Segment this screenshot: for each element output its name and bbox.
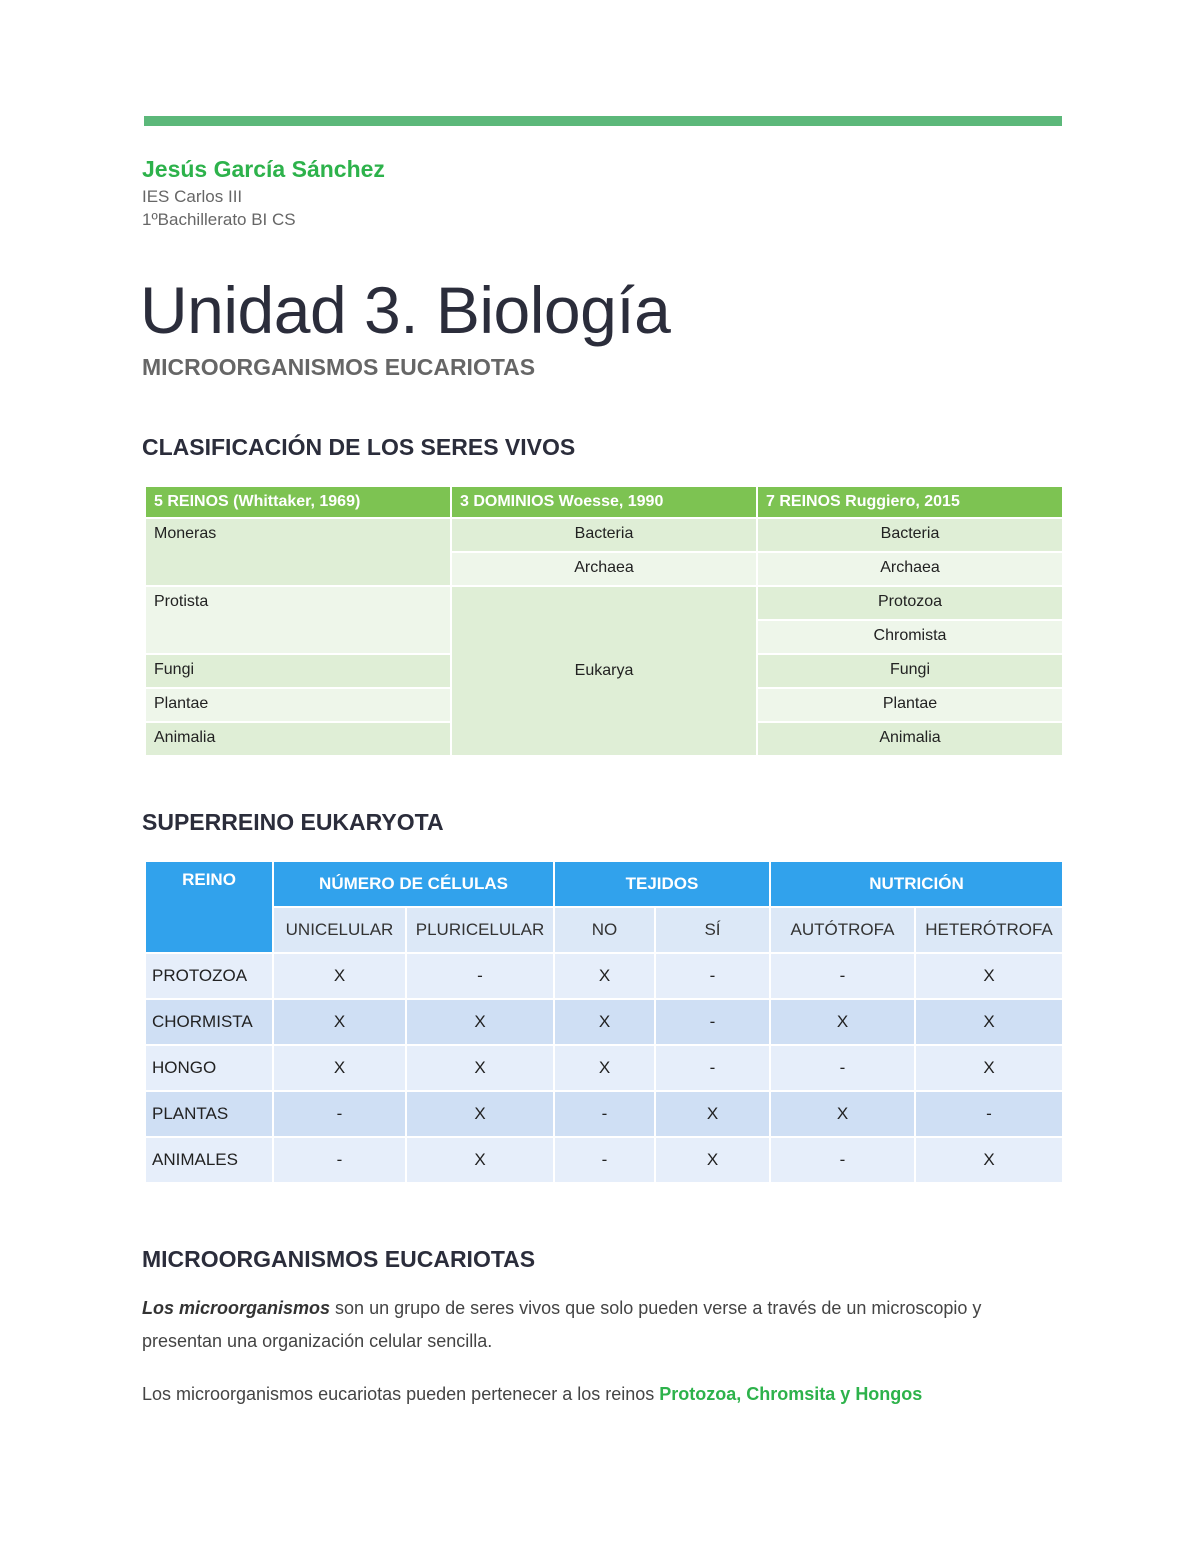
- table-header-cell: REINO: [145, 861, 273, 953]
- table-header-cell: NUTRICIÓN: [770, 861, 1063, 907]
- table-subheader-cell: SÍ: [655, 907, 770, 953]
- table-header-cell: 5 REINOS (Whittaker, 1969): [145, 486, 451, 518]
- table-row: [145, 586, 1063, 620]
- table-subheader-cell: HETERÓTROFA: [915, 907, 1063, 953]
- table-header-cell: TEJIDOS: [554, 861, 770, 907]
- eukaryota-table: [144, 860, 1064, 1184]
- table-cell: X: [554, 1045, 655, 1091]
- table-row: [145, 1091, 1063, 1137]
- table-cell: Plantae: [757, 688, 1063, 722]
- table-cell: Chromista: [757, 620, 1063, 654]
- table-row: [145, 1045, 1063, 1091]
- table-cell: Protista: [145, 586, 451, 654]
- table-subheader-cell: PLURICELULAR: [406, 907, 554, 953]
- table-cell: -: [770, 953, 915, 999]
- table-header-cell: NÚMERO DE CÉLULAS: [273, 861, 554, 907]
- table-cell: -: [770, 1137, 915, 1183]
- table-cell: Bacteria: [451, 518, 757, 552]
- table-cell: -: [915, 1091, 1063, 1137]
- table-cell: -: [770, 1045, 915, 1091]
- paragraph-text: Los microorganismos eucariotas pueden pertenecer a los reinos: [142, 1384, 660, 1404]
- table-cell: Eukarya: [451, 586, 757, 756]
- table-cell: X: [554, 953, 655, 999]
- section-heading-eukaryota: SUPERREINO EUKARYOTA: [142, 809, 444, 835]
- table-subheader-row: [145, 907, 1063, 953]
- table-cell: X: [406, 1137, 554, 1183]
- table-cell: -: [655, 999, 770, 1045]
- paragraph-kingdoms: [142, 1378, 1062, 1411]
- table-cell: X: [554, 999, 655, 1045]
- table-subheader-cell: NO: [554, 907, 655, 953]
- table-cell: X: [406, 1045, 554, 1091]
- table-cell: Protozoa: [757, 586, 1063, 620]
- table-cell: X: [655, 1091, 770, 1137]
- table-row: [145, 953, 1063, 999]
- row-name-cell: CHORMISTA: [145, 999, 273, 1045]
- page-subtitle: MICROORGANISMOS EUCARIOTAS: [142, 354, 536, 380]
- table-cell: Plantae: [145, 688, 451, 722]
- paragraph-highlight: Protozoa, Chromsita y Hongos: [659, 1384, 923, 1404]
- table-cell: X: [915, 999, 1063, 1045]
- row-name-cell: PROTOZOA: [145, 953, 273, 999]
- table-cell: Animalia: [757, 722, 1063, 756]
- table-header-cell: 3 DOMINIOS Woesse, 1990: [451, 486, 757, 518]
- school-name: IES Carlos III: [142, 187, 243, 206]
- table-subheader-cell: UNICELULAR: [273, 907, 406, 953]
- table-cell: Bacteria: [757, 518, 1063, 552]
- table-cell: Archaea: [757, 552, 1063, 586]
- paragraph-emphasis: Los microorganismos: [142, 1298, 331, 1318]
- table-cell: X: [273, 1045, 406, 1091]
- table-cell: -: [273, 1137, 406, 1183]
- table-cell: X: [406, 1091, 554, 1137]
- table-header-cell: 7 REINOS Ruggiero, 2015: [757, 486, 1063, 518]
- table-header-row: [145, 486, 1063, 518]
- table-row: [145, 1137, 1063, 1183]
- table-subheader-cell: AUTÓTROFA: [770, 907, 915, 953]
- table-cell: Moneras: [145, 518, 451, 586]
- page-title: Unidad 3. Biología: [140, 273, 671, 347]
- table-cell: -: [273, 1091, 406, 1137]
- course-name: 1ºBachillerato BI CS: [142, 210, 296, 229]
- table-cell: X: [915, 1045, 1063, 1091]
- row-name-cell: PLANTAS: [145, 1091, 273, 1137]
- table-row: [145, 518, 1063, 552]
- table-cell: X: [915, 953, 1063, 999]
- table-cell: X: [655, 1137, 770, 1183]
- table-cell: -: [554, 1137, 655, 1183]
- paragraph-definition: [142, 1292, 1062, 1358]
- table-cell: X: [770, 1091, 915, 1137]
- table-cell: -: [655, 953, 770, 999]
- table-cell: X: [273, 953, 406, 999]
- paragraph-text: son un grupo de seres vivos que solo pueden verse a través de un microscopio y presentan una organización celular sencilla.: [142, 1298, 982, 1351]
- table-cell: Fungi: [145, 654, 451, 688]
- classification-table: [144, 485, 1064, 757]
- table-cell: X: [770, 999, 915, 1045]
- top-accent-bar: [144, 116, 1062, 126]
- table-cell: Fungi: [757, 654, 1063, 688]
- table-cell: X: [406, 999, 554, 1045]
- table-cell: -: [406, 953, 554, 999]
- author-name: Jesús García Sánchez: [142, 156, 385, 182]
- table-cell: Archaea: [451, 552, 757, 586]
- section-heading-classification: CLASIFICACIÓN DE LOS SERES VIVOS: [142, 434, 576, 460]
- row-name-cell: HONGO: [145, 1045, 273, 1091]
- table-header-row: [145, 861, 1063, 907]
- table-cell: Animalia: [145, 722, 451, 756]
- table-row: [145, 999, 1063, 1045]
- table-cell: X: [915, 1137, 1063, 1183]
- section-heading-micro: MICROORGANISMOS EUCARIOTAS: [142, 1246, 536, 1272]
- row-name-cell: ANIMALES: [145, 1137, 273, 1183]
- table-cell: -: [554, 1091, 655, 1137]
- table-cell: X: [273, 999, 406, 1045]
- table-cell: -: [655, 1045, 770, 1091]
